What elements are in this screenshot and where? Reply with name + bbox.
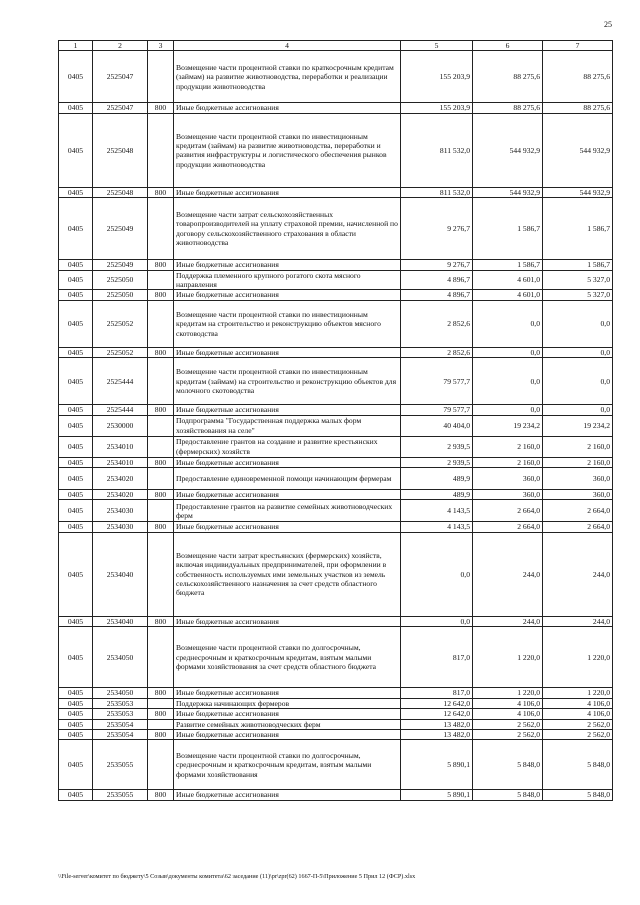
article-code-cell: 2525049	[93, 198, 148, 260]
amount-year-1-cell: 5 890,1	[401, 740, 473, 790]
amount-year-2-cell: 88 275,6	[473, 51, 543, 103]
amount-year-1-cell: 9 276,7	[401, 198, 473, 260]
section-code-cell: 0405	[59, 500, 93, 522]
article-code-cell: 2534050	[93, 688, 148, 698]
expense-type-cell	[148, 719, 174, 729]
item-name-cell: Иные бюджетные ассигнования	[174, 405, 401, 415]
section-code-cell: 0405	[59, 740, 93, 790]
table-header-row	[59, 41, 613, 51]
expense-type-cell: 800	[148, 457, 174, 467]
section-code-cell: 0405	[59, 490, 93, 500]
amount-year-2-cell: 88 275,6	[473, 103, 543, 113]
item-name-cell: Иные бюджетные ассигнования	[174, 260, 401, 270]
amount-year-2-cell: 0,0	[473, 358, 543, 405]
expense-type-cell: 800	[148, 490, 174, 500]
item-name-cell: Иные бюджетные ассигнования	[174, 490, 401, 500]
section-code-cell: 0405	[59, 709, 93, 719]
amount-year-2-cell: 5 848,0	[473, 740, 543, 790]
item-name-cell: Иные бюджетные ассигнования	[174, 688, 401, 698]
amount-year-3-cell: 5 327,0	[543, 270, 613, 290]
article-code-cell: 2534030	[93, 522, 148, 532]
article-code-cell: 2534010	[93, 457, 148, 467]
amount-year-1-cell: 4 143,5	[401, 522, 473, 532]
amount-year-2-cell: 5 848,0	[473, 790, 543, 800]
expense-type-cell	[148, 740, 174, 790]
table-row	[59, 290, 613, 300]
article-code-cell: 2534020	[93, 490, 148, 500]
article-code-cell: 2525047	[93, 103, 148, 113]
table-row	[59, 198, 613, 260]
expense-type-cell	[148, 198, 174, 260]
item-name-cell: Поддержка племенного крупного рогатого скота мясного направления	[174, 270, 401, 290]
article-code-cell: 2535055	[93, 790, 148, 800]
amount-year-2-cell: 544 932,9	[473, 113, 543, 187]
expense-type-cell: 800	[148, 729, 174, 739]
amount-year-1-cell: 2 939,5	[401, 436, 473, 457]
amount-year-1-cell: 2 852,6	[401, 347, 473, 357]
amount-year-2-cell: 2 562,0	[473, 719, 543, 729]
item-name-cell: Возмещение части затрат сельскохозяйственных товаропроизводителей на уплату страховой премии, начисленной по договору сельскохозяйственного страхования в области животноводства	[174, 198, 401, 260]
amount-year-2-cell: 4 106,0	[473, 709, 543, 719]
amount-year-3-cell: 2 562,0	[543, 729, 613, 739]
table-row	[59, 698, 613, 708]
amount-year-3-cell: 1 586,7	[543, 198, 613, 260]
item-name-cell: Развитие семейных животноводческих ферм	[174, 719, 401, 729]
section-code-cell: 0405	[59, 729, 93, 739]
amount-year-1-cell: 9 276,7	[401, 260, 473, 270]
table-row	[59, 457, 613, 467]
item-name-cell: Возмещение части процентной ставки по долгосрочным, среднесрочным и краткосрочным кредитам, взятым малыми формами хозяйствования за счет средств областного бюджета	[174, 627, 401, 688]
expense-type-cell: 800	[148, 187, 174, 197]
table-row	[59, 347, 613, 357]
amount-year-3-cell: 2 664,0	[543, 500, 613, 522]
amount-year-3-cell: 5 848,0	[543, 790, 613, 800]
amount-year-1-cell: 2 852,6	[401, 300, 473, 347]
article-code-cell: 2534040	[93, 532, 148, 616]
expense-type-cell	[148, 468, 174, 490]
section-code-cell: 0405	[59, 616, 93, 626]
item-name-cell: Возмещение части процентной ставки по долгосрочным, среднесрочным и краткосрочным кредитам, взятым малыми формами хозяйствования	[174, 740, 401, 790]
section-code-cell: 0405	[59, 627, 93, 688]
item-name-cell: Иные бюджетные ассигнования	[174, 522, 401, 532]
amount-year-2-cell: 2 664,0	[473, 522, 543, 532]
section-code-cell: 0405	[59, 51, 93, 103]
budget-table	[58, 40, 613, 801]
table-row	[59, 260, 613, 270]
expense-type-cell: 800	[148, 616, 174, 626]
article-code-cell: 2535054	[93, 719, 148, 729]
header-col-3: 3	[148, 41, 174, 51]
article-code-cell: 2525052	[93, 300, 148, 347]
table-row	[59, 790, 613, 800]
item-name-cell: Возмещение части процентной ставки по инвестиционным кредитам (займам) на строительство и реконструкцию объектов для молочного скотоводства	[174, 358, 401, 405]
amount-year-2-cell: 1 220,0	[473, 627, 543, 688]
amount-year-3-cell: 4 106,0	[543, 709, 613, 719]
table-row	[59, 729, 613, 739]
item-name-cell: Иные бюджетные ассигнования	[174, 187, 401, 197]
amount-year-1-cell: 13 482,0	[401, 729, 473, 739]
section-code-cell: 0405	[59, 688, 93, 698]
article-code-cell: 2534040	[93, 616, 148, 626]
amount-year-2-cell: 2 160,0	[473, 457, 543, 467]
article-code-cell: 2530000	[93, 415, 148, 436]
expense-type-cell: 800	[148, 709, 174, 719]
amount-year-3-cell: 1 220,0	[543, 627, 613, 688]
page-number: 25	[604, 20, 612, 29]
amount-year-1-cell: 155 203,9	[401, 51, 473, 103]
item-name-cell: Предоставление грантов на развитие семейных животноводческих ферм	[174, 500, 401, 522]
header-col-2: 2	[93, 41, 148, 51]
amount-year-1-cell: 811 532,0	[401, 187, 473, 197]
expense-type-cell: 800	[148, 688, 174, 698]
article-code-cell: 2525052	[93, 347, 148, 357]
amount-year-3-cell: 244,0	[543, 616, 613, 626]
expense-type-cell	[148, 358, 174, 405]
amount-year-1-cell: 489,9	[401, 468, 473, 490]
amount-year-1-cell: 811 532,0	[401, 113, 473, 187]
article-code-cell: 2535055	[93, 740, 148, 790]
amount-year-2-cell: 19 234,2	[473, 415, 543, 436]
section-code-cell: 0405	[59, 457, 93, 467]
article-code-cell: 2535053	[93, 709, 148, 719]
amount-year-1-cell: 5 890,1	[401, 790, 473, 800]
section-code-cell: 0405	[59, 290, 93, 300]
amount-year-3-cell: 4 106,0	[543, 698, 613, 708]
amount-year-3-cell: 1 220,0	[543, 688, 613, 698]
article-code-cell: 2525050	[93, 290, 148, 300]
amount-year-3-cell: 5 848,0	[543, 740, 613, 790]
section-code-cell: 0405	[59, 300, 93, 347]
section-code-cell: 0405	[59, 532, 93, 616]
item-name-cell: Возмещение части процентной ставки по инвестиционным кредитам (займам) на развитие животноводства, переработки и развития инфраструктуры и логистического обеспечения рынков продукции животноводства	[174, 113, 401, 187]
amount-year-2-cell: 2 160,0	[473, 436, 543, 457]
amount-year-2-cell: 1 220,0	[473, 688, 543, 698]
amount-year-3-cell: 544 932,9	[543, 113, 613, 187]
amount-year-2-cell: 4 601,0	[473, 290, 543, 300]
amount-year-3-cell: 19 234,2	[543, 415, 613, 436]
expense-type-cell: 800	[148, 290, 174, 300]
amount-year-3-cell: 88 275,6	[543, 51, 613, 103]
item-name-cell: Иные бюджетные ассигнования	[174, 790, 401, 800]
amount-year-3-cell: 2 562,0	[543, 719, 613, 729]
header-col-1: 1	[59, 41, 93, 51]
amount-year-1-cell: 40 404,0	[401, 415, 473, 436]
article-code-cell: 2525444	[93, 405, 148, 415]
amount-year-1-cell: 4 896,7	[401, 290, 473, 300]
amount-year-3-cell: 2 160,0	[543, 436, 613, 457]
item-name-cell: Иные бюджетные ассигнования	[174, 616, 401, 626]
amount-year-3-cell: 2 160,0	[543, 457, 613, 467]
table-row	[59, 103, 613, 113]
section-code-cell: 0405	[59, 415, 93, 436]
table-row	[59, 627, 613, 688]
expense-type-cell	[148, 270, 174, 290]
section-code-cell: 0405	[59, 522, 93, 532]
amount-year-1-cell: 79 577,7	[401, 358, 473, 405]
amount-year-1-cell: 817,0	[401, 627, 473, 688]
article-code-cell: 2534020	[93, 468, 148, 490]
amount-year-1-cell: 0,0	[401, 532, 473, 616]
table-row	[59, 300, 613, 347]
table-row	[59, 415, 613, 436]
amount-year-2-cell: 244,0	[473, 532, 543, 616]
table-row	[59, 405, 613, 415]
amount-year-2-cell: 0,0	[473, 300, 543, 347]
article-code-cell: 2525048	[93, 187, 148, 197]
expense-type-cell: 800	[148, 103, 174, 113]
article-code-cell: 2525048	[93, 113, 148, 187]
amount-year-2-cell: 4 601,0	[473, 270, 543, 290]
section-code-cell: 0405	[59, 198, 93, 260]
amount-year-1-cell: 79 577,7	[401, 405, 473, 415]
table-row	[59, 719, 613, 729]
expense-type-cell: 800	[148, 260, 174, 270]
article-code-cell: 2534050	[93, 627, 148, 688]
item-name-cell: Иные бюджетные ассигнования	[174, 347, 401, 357]
header-col-5: 5	[401, 41, 473, 51]
table-body	[59, 51, 613, 800]
amount-year-3-cell: 88 275,6	[543, 103, 613, 113]
table-row	[59, 709, 613, 719]
header-col-7: 7	[543, 41, 613, 51]
amount-year-3-cell: 0,0	[543, 347, 613, 357]
item-name-cell: Иные бюджетные ассигнования	[174, 709, 401, 719]
article-code-cell: 2534030	[93, 500, 148, 522]
amount-year-3-cell: 5 327,0	[543, 290, 613, 300]
section-code-cell: 0405	[59, 719, 93, 729]
table-row	[59, 187, 613, 197]
item-name-cell: Предоставление грантов на создание и развитие крестьянских (фермерских) хозяйств	[174, 436, 401, 457]
item-name-cell: Иные бюджетные ассигнования	[174, 103, 401, 113]
amount-year-2-cell: 0,0	[473, 347, 543, 357]
amount-year-1-cell: 12 642,0	[401, 709, 473, 719]
table-row	[59, 740, 613, 790]
item-name-cell: Предоставление единовременной помощи начинающим фермерам	[174, 468, 401, 490]
amount-year-1-cell: 817,0	[401, 688, 473, 698]
amount-year-1-cell: 2 939,5	[401, 457, 473, 467]
section-code-cell: 0405	[59, 358, 93, 405]
article-code-cell: 2525050	[93, 270, 148, 290]
expense-type-cell	[148, 627, 174, 688]
article-code-cell: 2525444	[93, 358, 148, 405]
item-name-cell: Возмещение части процентной ставки по краткосрочным кредитам (займам) на развитие животноводства, переработки и реализации продукции животноводства	[174, 51, 401, 103]
expense-type-cell	[148, 113, 174, 187]
header-col-6: 6	[473, 41, 543, 51]
amount-year-2-cell: 244,0	[473, 616, 543, 626]
section-code-cell: 0405	[59, 405, 93, 415]
expense-type-cell	[148, 436, 174, 457]
item-name-cell: Иные бюджетные ассигнования	[174, 290, 401, 300]
amount-year-1-cell: 4 896,7	[401, 270, 473, 290]
expense-type-cell	[148, 500, 174, 522]
table-row	[59, 532, 613, 616]
amount-year-2-cell: 1 586,7	[473, 198, 543, 260]
amount-year-3-cell: 360,0	[543, 468, 613, 490]
amount-year-1-cell: 4 143,5	[401, 500, 473, 522]
table-row	[59, 468, 613, 490]
table-row	[59, 436, 613, 457]
table-row	[59, 113, 613, 187]
item-name-cell: Иные бюджетные ассигнования	[174, 729, 401, 739]
table-row	[59, 688, 613, 698]
amount-year-3-cell: 2 664,0	[543, 522, 613, 532]
article-code-cell: 2535053	[93, 698, 148, 708]
item-name-cell: Подпрограмма "Государственная поддержка малых форм хозяйствования на селе"	[174, 415, 401, 436]
amount-year-3-cell: 0,0	[543, 358, 613, 405]
table-row	[59, 522, 613, 532]
expense-type-cell: 800	[148, 347, 174, 357]
amount-year-3-cell: 544 932,9	[543, 187, 613, 197]
article-code-cell: 2535054	[93, 729, 148, 739]
expense-type-cell	[148, 300, 174, 347]
amount-year-1-cell: 12 642,0	[401, 698, 473, 708]
section-code-cell: 0405	[59, 260, 93, 270]
section-code-cell: 0405	[59, 187, 93, 197]
section-code-cell: 0405	[59, 790, 93, 800]
amount-year-2-cell: 544 932,9	[473, 187, 543, 197]
amount-year-3-cell: 1 586,7	[543, 260, 613, 270]
amount-year-1-cell: 0,0	[401, 616, 473, 626]
expense-type-cell: 800	[148, 405, 174, 415]
amount-year-2-cell: 2 664,0	[473, 500, 543, 522]
amount-year-2-cell: 2 562,0	[473, 729, 543, 739]
section-code-cell: 0405	[59, 103, 93, 113]
table-row	[59, 490, 613, 500]
amount-year-2-cell: 1 586,7	[473, 260, 543, 270]
table-row	[59, 616, 613, 626]
article-code-cell: 2525047	[93, 51, 148, 103]
file-path-footer: \\File-server\комитет по бюджету\5 Созыв\документы комитета\62 заседание (11)\pr\zpr(62) 1667-П-5\Приложение 5 Прил 12 (ФСР).xlsx	[58, 873, 416, 880]
expense-type-cell: 800	[148, 790, 174, 800]
article-code-cell: 2534010	[93, 436, 148, 457]
table-row	[59, 500, 613, 522]
item-name-cell: Поддержка начинающих фермеров	[174, 698, 401, 708]
amount-year-1-cell: 155 203,9	[401, 103, 473, 113]
table-row	[59, 270, 613, 290]
amount-year-2-cell: 360,0	[473, 490, 543, 500]
section-code-cell: 0405	[59, 468, 93, 490]
item-name-cell: Возмещение части затрат крестьянских (фермерских) хозяйств, включая индивидуальных предпринимателей, при оформлении в собственность используемых ими земельных участков из земель сельскохозяйственного назначения за счет средств областного бюджета	[174, 532, 401, 616]
section-code-cell: 0405	[59, 270, 93, 290]
amount-year-2-cell: 360,0	[473, 468, 543, 490]
expense-type-cell	[148, 698, 174, 708]
item-name-cell: Возмещение части процентной ставки по инвестиционным кредитам на строительство и реконструкцию объектов мясного скотоводства	[174, 300, 401, 347]
section-code-cell: 0405	[59, 698, 93, 708]
item-name-cell: Иные бюджетные ассигнования	[174, 457, 401, 467]
expense-type-cell	[148, 51, 174, 103]
section-code-cell: 0405	[59, 347, 93, 357]
amount-year-3-cell: 244,0	[543, 532, 613, 616]
section-code-cell: 0405	[59, 436, 93, 457]
table-row	[59, 51, 613, 103]
amount-year-1-cell: 13 482,0	[401, 719, 473, 729]
section-code-cell: 0405	[59, 113, 93, 187]
table-row	[59, 358, 613, 405]
header-col-4: 4	[174, 41, 401, 51]
amount-year-3-cell: 0,0	[543, 405, 613, 415]
expense-type-cell: 800	[148, 522, 174, 532]
expense-type-cell	[148, 415, 174, 436]
amount-year-3-cell: 0,0	[543, 300, 613, 347]
amount-year-2-cell: 4 106,0	[473, 698, 543, 708]
amount-year-2-cell: 0,0	[473, 405, 543, 415]
amount-year-3-cell: 360,0	[543, 490, 613, 500]
expense-type-cell	[148, 532, 174, 616]
article-code-cell: 2525049	[93, 260, 148, 270]
amount-year-1-cell: 489,9	[401, 490, 473, 500]
